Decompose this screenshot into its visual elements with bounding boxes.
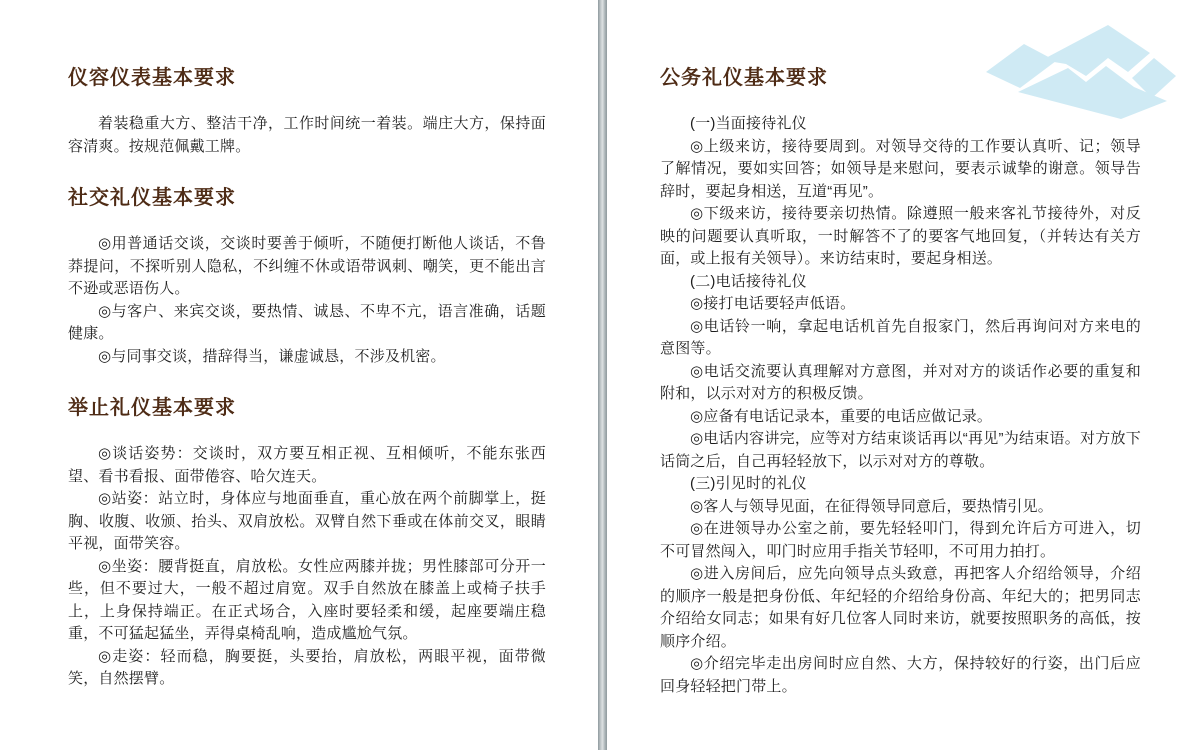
paragraph: ◎坐姿：腰背挺直，肩放松。女性应两膝并拢；男性膝部可分开一些，但不要过大，一般不超过肩宽。双手自然放在膝盖上或椅子扶手上，上身保持端正。在正式场合，入座时要轻柔和缓，起座要端庄稳重，不可猛起猛坐，弄得桌椅乱响，造成尴尬气氛。 <box>68 557 546 642</box>
paragraph: ◎用普通话交谈，交谈时要善于倾听，不随便打断他人谈话，不鲁莽提问，不探听别人隐私，不纠缠不休或语带讽刺、嘲笑，更不能出言不逊或恶语伤人。 <box>68 235 546 297</box>
paragraph: ◎上级来访，接待要周到。对领导交待的工作要认真听、记；领导了解情况，要如实回答；如领导是来慰问，要表示诚挚的谢意。领导告辞时，要起身相送，互道“再见”。 <box>660 137 1141 200</box>
paragraph: ◎谈话姿势：交谈时，双方要互相正视、互相倾听，不能东张西望、看书看报、面带倦容、哈欠连天。 <box>68 445 546 485</box>
subheading-face-to-face-reception: (一)当面接待礼仪 <box>690 115 807 132</box>
heading-behavior-etiquette: 举止礼仪基本要求 <box>68 397 236 419</box>
paragraph: ◎电话交流要认真理解对方意图，并对对方的谈话作必要的重复和附和，以示对对方的积极反馈。 <box>660 362 1141 402</box>
paragraph: ◎与客户、来宾交谈，要热情、诚恳、不卑不亢，语言准确，话题健康。 <box>68 302 546 342</box>
paragraph: ◎站姿：站立时，身体应与地面垂直，重心放在两个前脚掌上，挺胸、收腹、收颁、抬头、双肩放松。双臂自然下垂或在体前交叉，眼睛平视，面带笑容。 <box>68 490 546 552</box>
paragraph: ◎客人与领导见面，在征得领导同意后，要热情引见。 <box>690 497 1053 515</box>
paragraph: ◎在进领导办公室之前，要先轻轻叩门，得到允许后方可进入，切不可冒然闯入，叩门时应用手指关节轻叩，不可用力拍打。 <box>660 520 1141 560</box>
paragraph: 着装稳重大方、整洁干净，工作时间统一着装。端庄大方，保持面容清爽。按规范佩戴工牌。 <box>68 115 546 155</box>
heading-social-etiquette: 社交礼仪基本要求 <box>68 187 236 209</box>
heading-official-etiquette: 公务礼仪基本要求 <box>660 67 828 89</box>
subheading-telephone-reception: (二)电话接待礼仪 <box>690 272 807 290</box>
page-fold-divider <box>598 0 607 750</box>
page-right <box>660 64 1141 698</box>
page-left <box>68 64 546 691</box>
paragraph: ◎下级来访，接待要亲切热情。除遵照一般来客礼节接待外，对反映的问题要认真听取，一时解答不了的要客气地回复，（并转达有关方面，或上报有关领导）。来访结束时，要起身相送。 <box>660 205 1141 267</box>
paragraph: ◎电话铃一响，拿起电话机首先自报家门，然后再询问对方来电的意图等。 <box>660 317 1141 357</box>
heading-grooming-requirements: 仪容仪表基本要求 <box>68 67 236 89</box>
paragraph: ◎进入房间后，应先向领导点头致意，再把客人介绍给领导，介绍的顺序一般是把身份低、年纪轻的介绍给身份高、年纪大的；把男同志介绍给女同志；如果有好几位客人同时来访，就要按照职务的高低，按顺序介绍。 <box>660 565 1141 650</box>
paragraph: ◎电话内容讲完，应等对方结束谈话再以“再见”为结束语。对方放下话筒之后，自己再轻轻放下，以示对对方的尊敬。 <box>660 430 1141 470</box>
paragraph: ◎接打电话要轻声低语。 <box>690 295 856 312</box>
paragraph: ◎与同事交谈，措辞得当，谦虚诚恳，不涉及机密。 <box>98 347 446 365</box>
subheading-introduction-etiquette: (三)引见时的礼仪 <box>690 475 807 492</box>
paragraph: ◎走姿：轻而稳，胸要挺，头要抬，肩放松，两眼平视，面带微笑，自然摆臂。 <box>68 647 546 687</box>
paragraph: ◎介绍完毕走出房间时应自然、大方，保持较好的行姿，出门后应回身轻轻把门带上。 <box>660 655 1141 695</box>
paragraph: ◎应备有电话记录本，重要的电话应做记录。 <box>690 407 993 425</box>
